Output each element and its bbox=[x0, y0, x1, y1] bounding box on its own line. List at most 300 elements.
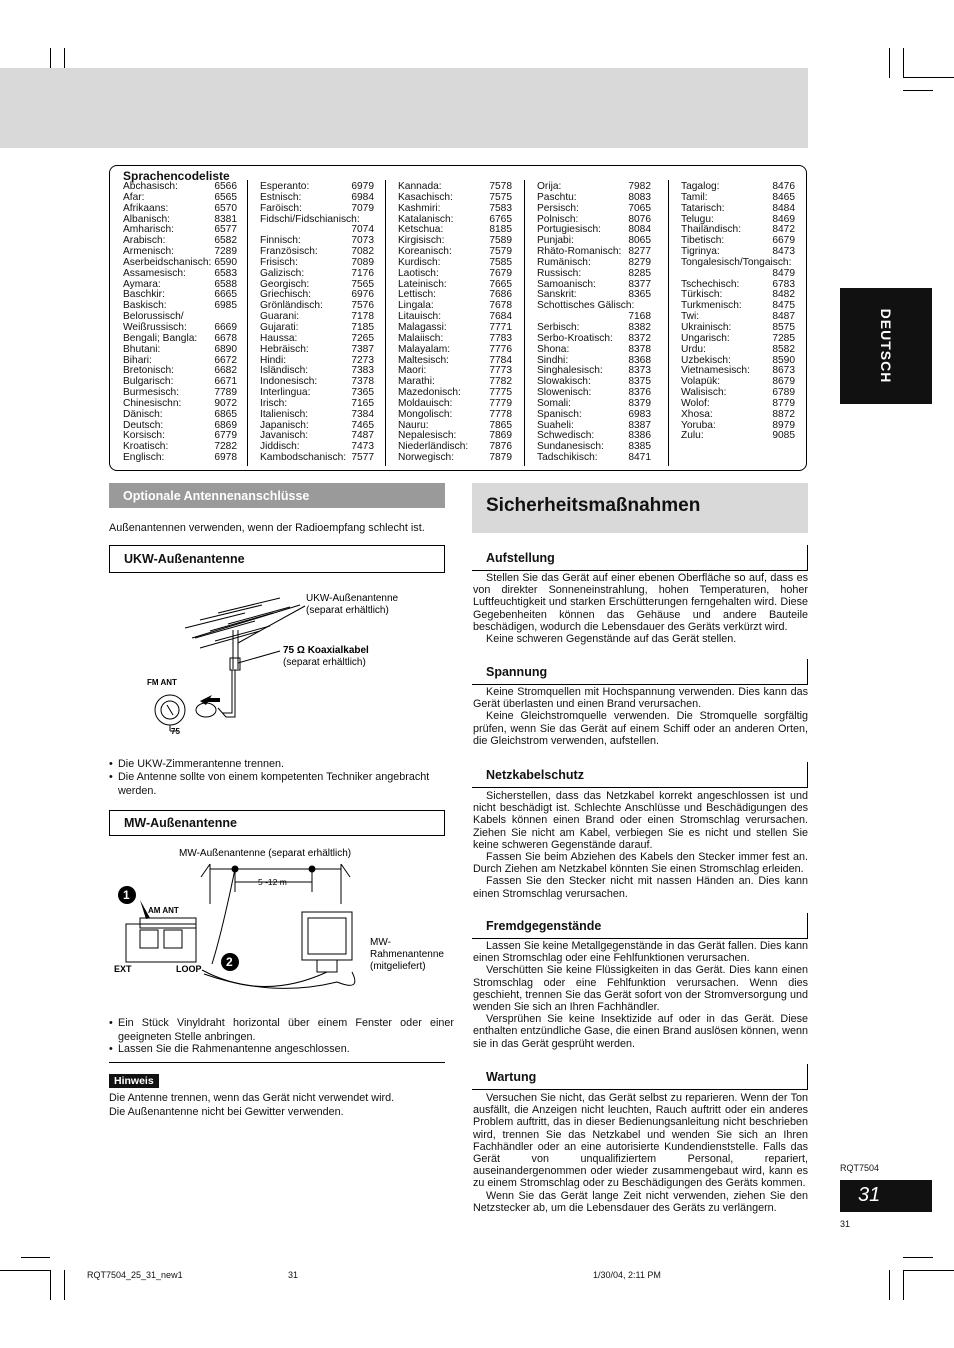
language-name: Uzbekisch: bbox=[681, 354, 731, 366]
language-name: Isländisch: bbox=[260, 365, 309, 377]
language-name: Moldauisch: bbox=[398, 397, 453, 409]
language-code: 7679 bbox=[489, 267, 512, 279]
language-code: 8375 bbox=[628, 376, 651, 388]
language-code: 6582 bbox=[214, 235, 237, 247]
crop-mark bbox=[21, 1257, 50, 1258]
section-body bbox=[473, 686, 808, 747]
language-code: 7686 bbox=[489, 289, 512, 301]
fm-ant-terminal-label: FM ANT bbox=[147, 678, 177, 687]
language-name: Slowakisch: bbox=[537, 376, 591, 388]
language-name: Thailändisch: bbox=[681, 224, 742, 236]
language-code: 8475 bbox=[772, 300, 795, 312]
language-name: Fidschi/Fidschianisch: bbox=[260, 213, 360, 225]
am-antenna-heading: MW-Außenantenne bbox=[109, 810, 445, 836]
language-name: Schottisches Gälisch: bbox=[537, 300, 635, 312]
ext-terminal-label: EXT bbox=[114, 964, 132, 974]
fm-antenna-diagram bbox=[140, 585, 420, 745]
language-name: Haussa: bbox=[260, 332, 298, 344]
am-bullet: • Ein Stück Vinyldraht horizontal über einem Fenster oder einer geeigneten Stelle anbringen. bbox=[109, 1017, 454, 1044]
language-name: Guarani: bbox=[260, 311, 300, 323]
language-name: Galizisch: bbox=[260, 267, 305, 279]
language-code: 7473 bbox=[351, 441, 374, 453]
am-ant-terminal-label: AM ANT bbox=[148, 906, 179, 915]
language-code: 7776 bbox=[489, 343, 512, 355]
language-name: Aserbeidschanisch: bbox=[123, 256, 212, 268]
language-code: 6570 bbox=[214, 202, 237, 214]
language-name: Twi: bbox=[681, 311, 700, 323]
language-name: Afrikaans: bbox=[123, 202, 169, 214]
language-name: Bihari: bbox=[123, 354, 152, 366]
language-name: Schwedisch: bbox=[537, 430, 595, 442]
paragraph: Keine Gleichstromquelle verwenden. Die Stromquelle sorgfältig prüfen, wenn Sie das Gerät auf einem Schiff oder an anderen Orten, die Gleichstrom verwenden, aufstellen. bbox=[473, 710, 808, 747]
language-code: 6665 bbox=[214, 289, 237, 301]
language-code: 8471 bbox=[628, 452, 651, 464]
language-name: Niederländisch: bbox=[398, 441, 469, 453]
language-name: Baschkir: bbox=[123, 289, 165, 301]
language-code: 6679 bbox=[772, 235, 795, 247]
language-code: 8372 bbox=[628, 332, 651, 344]
language-code: 7282 bbox=[214, 441, 237, 453]
heading-text: Fremdgegenstände bbox=[486, 919, 602, 933]
language-column bbox=[537, 182, 651, 464]
language-name: Volapük: bbox=[681, 376, 721, 388]
language-name: Tschechisch: bbox=[681, 278, 740, 290]
language-name: Maori: bbox=[398, 365, 427, 377]
language-code: 7387 bbox=[351, 343, 374, 355]
language-code: 7273 bbox=[351, 354, 374, 366]
language-code: 8779 bbox=[772, 397, 795, 409]
language-column bbox=[681, 182, 795, 442]
language-code: 6671 bbox=[214, 376, 237, 388]
language-name: Belorussisch/ bbox=[123, 311, 184, 323]
language-name: Spanisch: bbox=[537, 408, 582, 420]
language-name: Japanisch: bbox=[260, 419, 309, 431]
language-code: 7778 bbox=[489, 408, 512, 420]
language-name: Litauisch: bbox=[398, 311, 442, 323]
language-name: Samoanisch: bbox=[537, 278, 596, 290]
language-code: 7185 bbox=[351, 321, 374, 333]
language-name: Armenisch: bbox=[123, 246, 174, 258]
language-name: Tibetisch: bbox=[681, 235, 725, 247]
fm-bullet: • Die UKW-Zimmerantenne trennen. bbox=[109, 758, 454, 772]
language-code: 6566 bbox=[214, 181, 237, 192]
page-number-small: 31 bbox=[840, 1219, 851, 1229]
language-code-row bbox=[260, 453, 374, 464]
language-name: Burmesisch: bbox=[123, 387, 180, 399]
loop-antenna-label: Rahmenantenne bbox=[370, 949, 444, 960]
language-name: Singhalesisch: bbox=[537, 365, 603, 377]
heading-text: Spannung bbox=[486, 665, 548, 679]
language-code: 7578 bbox=[489, 181, 512, 192]
language-name: Italienisch: bbox=[260, 408, 309, 420]
language-name: Griechisch: bbox=[260, 289, 311, 301]
language-code: 8076 bbox=[628, 213, 651, 225]
language-name: Ukrainisch: bbox=[681, 321, 732, 333]
crop-mark bbox=[903, 90, 933, 91]
language-code: 7579 bbox=[489, 246, 512, 258]
language-name: Deutsch: bbox=[123, 419, 164, 431]
language-name: Urdu: bbox=[681, 343, 706, 355]
language-code: 6779 bbox=[214, 430, 237, 442]
paragraph: Sicherstellen, dass das Netzkabel korrekt angeschlossen ist und nicht beschädigt ist. Schlechte Anschlüsse und Beschädigungen des Kabels können einen Brand oder einen Stromschlag verursachen. Ziehen Sie nicht am Kabel, verbiegen Sie es nicht und stellen Sie keine schweren Gegenstände darauf. bbox=[473, 790, 808, 851]
language-code: 8379 bbox=[628, 397, 651, 409]
side-tab-label: DEUTSCH bbox=[878, 308, 894, 384]
language-name: Norwegisch: bbox=[398, 452, 455, 464]
language-name: Aymara: bbox=[123, 278, 161, 290]
language-code: 6765 bbox=[489, 213, 512, 225]
language-code: 7289 bbox=[214, 246, 237, 258]
footer-date: 1/30/04, 2:11 PM bbox=[593, 1270, 661, 1280]
language-name: Bulgarisch: bbox=[123, 376, 174, 388]
language-code: 7684 bbox=[489, 311, 512, 323]
language-name: Rhäto-Romanisch: bbox=[537, 246, 622, 258]
antenna-section-title: Optionale Antennenanschlüsse bbox=[109, 483, 445, 508]
language-name: Kurdisch: bbox=[398, 256, 441, 268]
language-name: Paschtu: bbox=[537, 191, 577, 203]
language-name: Turkmenisch: bbox=[681, 300, 742, 312]
language-name: Korsisch: bbox=[123, 430, 165, 442]
language-code: 7869 bbox=[489, 430, 512, 442]
language-code: 7383 bbox=[351, 365, 374, 377]
distance-label: 5 -12 m bbox=[258, 877, 287, 887]
coax-cable-sublabel: (separat erhältlich) bbox=[283, 657, 366, 668]
language-name: Nepalesisch: bbox=[398, 430, 457, 442]
language-column bbox=[398, 182, 512, 464]
language-code: 6682 bbox=[214, 365, 237, 377]
language-name: Ketschua: bbox=[398, 224, 444, 236]
column-divider bbox=[385, 180, 386, 466]
language-code: 9072 bbox=[214, 397, 237, 409]
language-code: 7285 bbox=[772, 332, 795, 344]
crop-mark bbox=[903, 77, 954, 78]
language-name: Bretonisch: bbox=[123, 365, 174, 377]
footer-page: 31 bbox=[288, 1270, 299, 1280]
language-code: 8386 bbox=[628, 430, 651, 442]
page-number: 31 bbox=[858, 1184, 881, 1206]
language-name: Russisch: bbox=[537, 267, 582, 279]
language-code-row bbox=[537, 453, 651, 464]
language-name: Yoruba: bbox=[681, 419, 716, 431]
language-code: 7789 bbox=[214, 387, 237, 399]
language-code: 8377 bbox=[628, 278, 651, 290]
language-code: 6588 bbox=[214, 278, 237, 290]
column-divider bbox=[247, 180, 248, 466]
language-name: Slowenisch: bbox=[537, 387, 592, 399]
language-code: 6583 bbox=[214, 267, 237, 279]
language-name: Somali: bbox=[537, 397, 571, 409]
language-name: Javanisch: bbox=[260, 430, 309, 442]
language-name: Hebräisch: bbox=[260, 343, 309, 355]
language-code-title: Sprachencodeliste bbox=[123, 169, 230, 183]
language-name: Faröisch: bbox=[260, 202, 302, 214]
language-code: 6985 bbox=[214, 300, 237, 312]
paragraph: Fassen Sie beim Abziehen des Kabels den Stecker immer fest an. Durch Ziehen am Netzkabel könnten Sie einen Stromschlag erleiden. bbox=[473, 851, 808, 876]
language-code: 7784 bbox=[489, 354, 512, 366]
language-name: Koreanisch: bbox=[398, 246, 452, 258]
language-name: Irisch: bbox=[260, 397, 288, 409]
language-code: 6565 bbox=[214, 191, 237, 203]
language-code: 8582 bbox=[772, 343, 795, 355]
language-name: Bengali; Bangla: bbox=[123, 332, 198, 344]
language-code: 8365 bbox=[628, 289, 651, 301]
language-code: 8381 bbox=[214, 213, 237, 225]
column-divider bbox=[524, 180, 525, 466]
loop-antenna-label: (mitgeliefert) bbox=[370, 961, 426, 972]
language-name: Amharisch: bbox=[123, 224, 174, 236]
crop-mark bbox=[50, 1270, 51, 1300]
language-code: 7782 bbox=[489, 376, 512, 388]
section-body bbox=[473, 940, 808, 1050]
language-code: 7074 bbox=[351, 224, 374, 236]
language-code: 6865 bbox=[214, 408, 237, 420]
crop-mark bbox=[0, 1270, 50, 1271]
language-name: Esperanto: bbox=[260, 181, 310, 192]
language-name: Gujarati: bbox=[260, 321, 299, 333]
language-code: 7865 bbox=[489, 419, 512, 431]
language-code: 6890 bbox=[214, 343, 237, 355]
language-name: Lingala: bbox=[398, 300, 434, 312]
language-code: 8575 bbox=[772, 321, 795, 333]
language-code: 8285 bbox=[628, 267, 651, 279]
language-name: Portugiesisch: bbox=[537, 224, 601, 236]
language-code-row bbox=[398, 453, 512, 464]
section-heading bbox=[472, 659, 808, 685]
language-code: 6979 bbox=[351, 181, 374, 192]
language-code: 8376 bbox=[628, 387, 651, 399]
language-code: 8185 bbox=[489, 224, 512, 236]
language-code: 8484 bbox=[772, 202, 795, 214]
safety-title: Sicherheitsmaßnahmen bbox=[486, 495, 701, 516]
language-code: 7576 bbox=[351, 300, 374, 312]
paragraph: Fassen Sie den Stecker nicht mit nassen Händen an. Dies kann einen Stromschlag verursachen. bbox=[473, 875, 808, 900]
language-name: Tigrinya: bbox=[681, 246, 720, 258]
am-bullet: • Lassen Sie die Rahmenantenne angeschlossen. bbox=[109, 1043, 454, 1057]
language-name: Interlingua: bbox=[260, 387, 311, 399]
language-code: 6783 bbox=[772, 278, 795, 290]
section-body bbox=[473, 790, 808, 900]
model-code: RQT7504 bbox=[840, 1163, 880, 1173]
crop-mark bbox=[903, 1270, 904, 1300]
language-name: Indonesisch: bbox=[260, 376, 318, 388]
crop-mark bbox=[903, 48, 904, 78]
language-code: 7665 bbox=[489, 278, 512, 290]
fm-bullet: • Die Antenne sollte von einem kompetenten Techniker angebracht werden. bbox=[109, 771, 454, 798]
language-code: 7265 bbox=[351, 332, 374, 344]
language-name: Malayalam: bbox=[398, 343, 451, 355]
language-name: Afar: bbox=[123, 191, 145, 203]
language-name: Jiddisch: bbox=[260, 441, 300, 453]
crop-mark bbox=[903, 1257, 933, 1258]
language-name: Polnisch: bbox=[537, 213, 579, 225]
section-heading bbox=[472, 545, 808, 571]
language-code: 7589 bbox=[489, 235, 512, 247]
am-antenna-diagram bbox=[112, 842, 452, 1000]
language-code: 8368 bbox=[628, 354, 651, 366]
note-label: Hinweis bbox=[109, 1074, 159, 1088]
language-code: 7365 bbox=[351, 387, 374, 399]
language-name: Finnisch: bbox=[260, 235, 301, 247]
language-code: 6983 bbox=[628, 408, 651, 420]
language-code: 8590 bbox=[772, 354, 795, 366]
language-name: Ungarisch: bbox=[681, 332, 730, 344]
section-body bbox=[473, 1092, 808, 1214]
language-code: 8473 bbox=[772, 246, 795, 258]
language-code: 8277 bbox=[628, 246, 651, 258]
language-code: 7487 bbox=[351, 430, 374, 442]
language-code: 8279 bbox=[628, 256, 651, 268]
language-code-row bbox=[123, 453, 237, 464]
language-name: Rumänisch: bbox=[537, 256, 591, 268]
note-line: Die Antenne trennen, wenn das Gerät nicht verwendet wird. bbox=[109, 1092, 395, 1104]
language-code: 7065 bbox=[628, 202, 651, 214]
language-code: 7783 bbox=[489, 332, 512, 344]
language-name: Mongolisch: bbox=[398, 408, 453, 420]
language-code: 8872 bbox=[772, 408, 795, 420]
language-name: Dänisch: bbox=[123, 408, 163, 420]
language-code: 8479 bbox=[772, 267, 795, 279]
header-band bbox=[0, 68, 808, 148]
language-code: 6678 bbox=[214, 332, 237, 344]
language-name: Telugu: bbox=[681, 213, 714, 225]
language-code: 7678 bbox=[489, 300, 512, 312]
language-code: 7575 bbox=[489, 191, 512, 203]
language-name: Weißrussisch: bbox=[123, 321, 187, 333]
language-column bbox=[123, 182, 237, 464]
language-code: 8469 bbox=[772, 213, 795, 225]
paragraph: Verschütten Sie keine Flüssigkeiten in das Gerät. Dies kann einen Stromschlag oder eine Fehlfunktion verursachen. Wenn dies geschieht, trennen Sie das Gerät sofort von der Stromversorgung und wenden Sie sich an Ihren Fachhändler. bbox=[473, 964, 808, 1014]
language-code: 7176 bbox=[351, 267, 374, 279]
language-name: Suaheli: bbox=[537, 419, 574, 431]
language-name: Zulu: bbox=[681, 430, 704, 442]
language-name: Tongalesisch/Tongaisch: bbox=[681, 256, 792, 268]
language-name: Französisch: bbox=[260, 246, 318, 258]
language-name: Orija: bbox=[537, 181, 562, 192]
crop-mark bbox=[903, 1270, 954, 1271]
language-name: Sanskrit: bbox=[537, 289, 577, 301]
footer-file: RQT7504_25_31_new1 bbox=[87, 1270, 183, 1280]
crop-mark bbox=[889, 1270, 890, 1300]
section-heading bbox=[472, 913, 808, 939]
language-name: Walisisch: bbox=[681, 387, 727, 399]
language-name: Shona: bbox=[537, 343, 570, 355]
language-code: 8373 bbox=[628, 365, 651, 377]
paragraph: Wenn Sie das Gerät lange Zeit nicht verwenden, ziehen Sie den Netzstecker ab, um die Lebensdauer des Geräts zu verlängern. bbox=[473, 1189, 808, 1214]
crop-mark bbox=[64, 1270, 65, 1300]
language-code: 6577 bbox=[214, 224, 237, 236]
language-name: Punjabi: bbox=[537, 235, 574, 247]
paragraph: Keine schweren Gegenstände auf das Gerät stellen. bbox=[486, 633, 737, 646]
language-code: 7779 bbox=[489, 397, 512, 409]
language-code: 8084 bbox=[628, 224, 651, 236]
section-heading bbox=[472, 762, 808, 788]
language-name: Abchasisch: bbox=[123, 181, 178, 192]
language-name: Arabisch: bbox=[123, 235, 166, 247]
language-code: 7771 bbox=[489, 321, 512, 333]
paragraph: Versprühen Sie keine Insektizide auf oder in das Gerät. Diese enthalten entzündliche Gase, die einen Brand auslösen können, wenn sie in das Gerät gesprüht werden. bbox=[473, 1013, 808, 1050]
language-name: Grönländisch: bbox=[260, 300, 323, 312]
language-code: 6672 bbox=[214, 354, 237, 366]
language-name: Bhutani: bbox=[123, 343, 161, 355]
language-name: Serbo-Kroatisch: bbox=[537, 332, 613, 344]
language-name: Kashmiri: bbox=[398, 202, 441, 214]
language-code: 7168 bbox=[628, 311, 651, 323]
language-code: 7082 bbox=[351, 246, 374, 258]
language-column bbox=[260, 182, 374, 464]
language-code: 7775 bbox=[489, 387, 512, 399]
antenna-intro: Außenantennen verwenden, wenn der Radioempfang schlecht ist. bbox=[109, 522, 425, 534]
divider bbox=[109, 1062, 445, 1063]
coax-cable-label: 75 Ω Koaxialkabel bbox=[283, 645, 369, 656]
language-code: 7585 bbox=[489, 256, 512, 268]
language-code: 8065 bbox=[628, 235, 651, 247]
language-name: Baskisch: bbox=[123, 300, 167, 312]
language-code: 8387 bbox=[628, 419, 651, 431]
language-name: Englisch: bbox=[123, 452, 165, 464]
language-code: 7982 bbox=[628, 181, 651, 192]
language-code: 6978 bbox=[214, 452, 237, 464]
language-code: 6669 bbox=[214, 321, 237, 333]
note-line: Die Außenantenne nicht bei Gewitter verwenden. bbox=[109, 1106, 344, 1118]
language-name: Estnisch: bbox=[260, 191, 302, 203]
language-side-tab bbox=[840, 288, 932, 404]
paragraph: Keine Stromquellen mit Hochspannung verwenden. Dies kann das Gerät überlasten und einen Brand verursachen. bbox=[473, 686, 808, 711]
language-code: 8378 bbox=[628, 343, 651, 355]
language-code: 7565 bbox=[351, 278, 374, 290]
language-code: 8385 bbox=[628, 441, 651, 453]
section-body bbox=[473, 572, 808, 645]
language-code: 9085 bbox=[772, 430, 795, 442]
language-code: 8487 bbox=[772, 311, 795, 323]
heading-text: Wartung bbox=[486, 1070, 537, 1084]
ohm-label: 75 bbox=[171, 727, 180, 736]
language-code: 7465 bbox=[351, 419, 374, 431]
language-name: Malaiisch: bbox=[398, 332, 444, 344]
loop-terminal-label: LOOP bbox=[176, 964, 202, 974]
language-name: Mazedonisch: bbox=[398, 387, 461, 399]
language-name: Assamesisch: bbox=[123, 267, 186, 279]
section-heading bbox=[472, 1064, 808, 1090]
language-code: 7583 bbox=[489, 202, 512, 214]
language-name: Tagalog: bbox=[681, 181, 720, 192]
language-name: Tadschikisch: bbox=[537, 452, 598, 464]
language-name: Tatarisch: bbox=[681, 202, 725, 214]
language-code: 7178 bbox=[351, 311, 374, 323]
step-1-marker: 1 bbox=[123, 888, 130, 902]
heading-text: Netzkabelschutz bbox=[486, 768, 584, 782]
language-code: 7577 bbox=[351, 452, 374, 464]
language-name: Georgisch: bbox=[260, 278, 310, 290]
language-code: 7079 bbox=[351, 202, 374, 214]
safety-title-bar bbox=[472, 483, 808, 533]
language-name: Vietnamesisch: bbox=[681, 365, 750, 377]
language-name: Frisisch: bbox=[260, 256, 298, 268]
language-name: Laotisch: bbox=[398, 267, 439, 279]
language-code: 6984 bbox=[351, 191, 374, 203]
language-name: Lettisch: bbox=[398, 289, 436, 301]
language-name: Türkisch: bbox=[681, 289, 723, 301]
language-code: 8465 bbox=[772, 191, 795, 203]
language-code: 7165 bbox=[351, 397, 374, 409]
language-name: Albanisch: bbox=[123, 213, 171, 225]
language-name: Kambodschanisch: bbox=[260, 452, 347, 464]
language-code: 7089 bbox=[351, 256, 374, 268]
language-name: Chinesischn: bbox=[123, 397, 182, 409]
language-name: Kirgisisch: bbox=[398, 235, 445, 247]
language-name: Serbisch: bbox=[537, 321, 580, 333]
language-code: 6789 bbox=[772, 387, 795, 399]
language-code: 8679 bbox=[772, 376, 795, 388]
loop-antenna-label: MW- bbox=[370, 937, 391, 948]
